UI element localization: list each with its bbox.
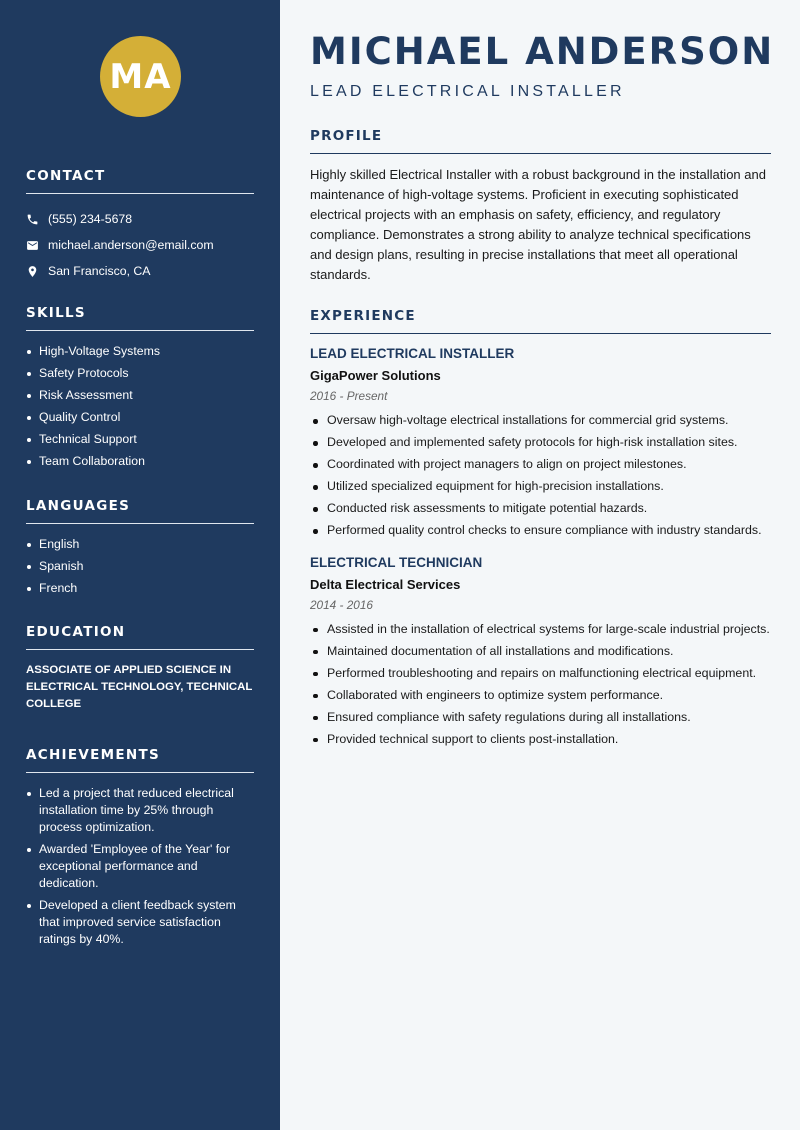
candidate-title: LEAD ELECTRICAL INSTALLER: [310, 83, 625, 100]
skills-heading: SKILLS: [26, 305, 254, 331]
list-item: Led a project that reduced electrical installation time by 25% through process optimization.: [26, 785, 254, 836]
job-bullets: [310, 621, 771, 749]
list-item: Provided technical support to clients post-installation.: [310, 731, 771, 749]
list-item: Conducted risk assessments to mitigate potential hazards.: [310, 500, 771, 518]
contact-location: [26, 258, 254, 284]
job-company: Delta Electrical Services: [310, 576, 461, 592]
list-item: Ensured compliance with safety regulations during all installations.: [310, 709, 771, 727]
education-degree: ASSOCIATE OF APPLIED SCIENCE IN ELECTRICAL TECHNOLOGY, TECHNICAL COLLEGE: [26, 664, 253, 710]
candidate-name: MICHAEL ANDERSON: [310, 30, 775, 73]
list-item: Developed and implemented safety protocols for high-risk installation sites.: [310, 434, 771, 452]
experience-heading: EXPERIENCE: [310, 308, 771, 334]
job-bullets: [310, 412, 771, 540]
sidebar: [0, 0, 280, 1130]
list-item: Coordinated with project managers to align on project milestones.: [310, 456, 771, 474]
email-icon: [26, 239, 39, 252]
list-item: French: [26, 580, 254, 597]
experience-section: [310, 308, 771, 762]
job-entry: [310, 345, 771, 540]
contact-phone: [26, 206, 254, 232]
profile-heading: PROFILE: [310, 128, 771, 154]
job-dates: 2016 - Present: [310, 389, 388, 403]
contact-section: [26, 168, 254, 284]
list-item: High-Voltage Systems: [26, 343, 254, 360]
job-entry: [310, 554, 771, 749]
languages-section: [26, 498, 254, 602]
email-text: michael.anderson@email.com: [48, 238, 214, 252]
education-section: [26, 624, 254, 713]
list-item: Quality Control: [26, 409, 254, 426]
list-item: Spanish: [26, 558, 254, 575]
list-item: Oversaw high-voltage electrical installations for commercial grid systems.: [310, 412, 771, 430]
job-dates: 2014 - 2016: [310, 597, 373, 612]
job-title: ELECTRICAL TECHNICIAN: [310, 554, 483, 570]
list-item: Safety Protocols: [26, 365, 254, 382]
list-item: Risk Assessment: [26, 387, 254, 404]
languages-list: [26, 536, 254, 597]
list-item: Team Collaboration: [26, 453, 254, 470]
languages-heading: LANGUAGES: [26, 498, 254, 524]
list-item: Collaborated with engineers to optimize system performance.: [310, 687, 771, 705]
list-item: Utilized specialized equipment for high-precision installations.: [310, 478, 771, 496]
list-item: English: [26, 536, 254, 553]
achievements-section: [26, 747, 254, 953]
avatar: MA: [100, 36, 181, 117]
contact-email: [26, 232, 254, 258]
contact-heading: CONTACT: [26, 168, 254, 194]
phone-icon: [26, 213, 39, 226]
profile-section: [310, 128, 771, 285]
list-item: Developed a client feedback system that improved service satisfaction ratings by 40%.: [26, 897, 254, 948]
skills-section: [26, 305, 254, 475]
location-pin-icon: [26, 265, 39, 278]
phone-text: (555) 234-5678: [48, 212, 133, 226]
achievements-heading: ACHIEVEMENTS: [26, 747, 254, 773]
job-title: LEAD ELECTRICAL INSTALLER: [310, 346, 515, 361]
location-text: San Francisco, CA: [48, 264, 151, 278]
education-heading: EDUCATION: [26, 624, 254, 650]
list-item: Technical Support: [26, 431, 254, 448]
list-item: Performed quality control checks to ensure compliance with industry standards.: [310, 522, 771, 540]
achievements-list: [26, 785, 254, 948]
skills-list: [26, 343, 254, 470]
list-item: Performed troubleshooting and repairs on malfunctioning electrical equipment.: [310, 665, 771, 683]
list-item: Maintained documentation of all installations and modifications.: [310, 643, 771, 661]
profile-text: Highly skilled Electrical Installer with a robust background in the installation and maintenance of high-voltage systems. Proficient in executing sophisticated electrical projects with an emphasis on safety, efficiency, and regulatory compliance. Demonstrates a strong ability to analyze technical specifications and design plans, resulting in precise installations that meet all operational standards.: [310, 167, 766, 282]
job-company: GigaPower Solutions: [310, 368, 441, 383]
list-item: Assisted in the installation of electrical systems for large-scale industrial projects.: [310, 621, 771, 639]
list-item: Awarded 'Employee of the Year' for exceptional performance and dedication.: [26, 841, 254, 892]
